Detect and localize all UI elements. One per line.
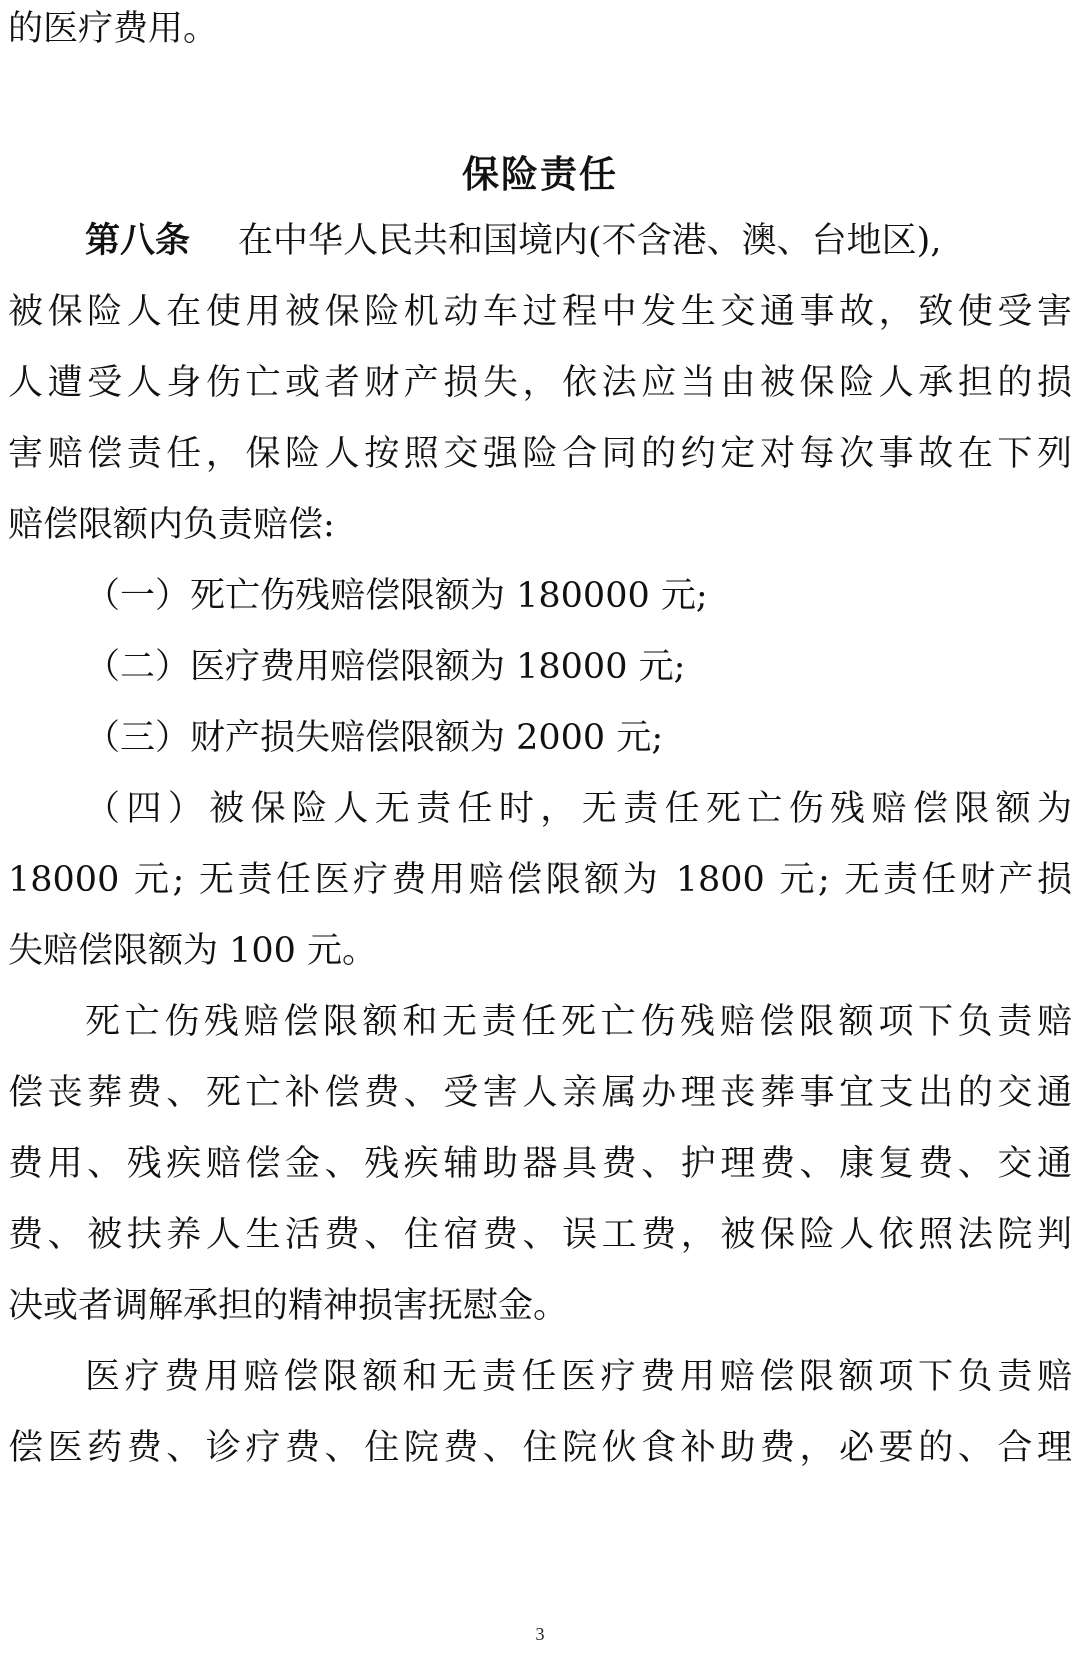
limit-item-4-first-line: （四）被保险人无责任时，无责任死亡伤残赔偿限额为 [85, 789, 1072, 829]
limit-item-4-line: 18000 元; 无责任医疗费用赔偿限额为 1800 元; 无责任财产损 [8, 860, 1072, 900]
death-paragraph-line: 偿丧葬费、死亡补偿费、受害人亲属办理丧葬事宜支出的交通 [8, 1073, 1072, 1113]
medical-paragraph-first-line: 医疗费用赔偿限额和无责任医疗费用赔偿限额项下负责赔 [85, 1357, 1072, 1397]
death-paragraph-line: 决或者调解承担的精神损害抚慰金。 [8, 1286, 569, 1326]
death-paragraph-line: 费、被扶养人生活费、住宿费、误工费，被保险人依照法院判 [8, 1215, 1072, 1255]
limit-item-2: （二）医疗费用赔偿限额为 18000 元; [85, 647, 686, 687]
death-paragraph-first-line: 死亡伤残赔偿限额和无责任死亡伤残赔偿限额项下负责赔 [85, 1002, 1072, 1042]
article-label: 第八条 [85, 221, 191, 261]
continued-text-line: 的医疗费用。 [8, 9, 219, 49]
article-line: 被保险人在使用被保险机动车过程中发生交通事故，致使受害 [8, 292, 1072, 332]
death-paragraph-line: 费用、残疾赔偿金、残疾辅助器具费、护理费、康复费、交通 [8, 1144, 1072, 1184]
article-line: 害赔偿责任，保险人按照交强险合同的约定对每次事故在下列 [8, 434, 1072, 474]
article-first-line [85, 212, 1072, 270]
medical-paragraph-line: 偿医药费、诊疗费、住院费、住院伙食补助费，必要的、合理 [8, 1428, 1072, 1468]
section-title: 保险责任 [462, 153, 618, 196]
limit-item-4-line: 失赔偿限额为 100 元。 [8, 931, 378, 971]
article-line: 人遭受人身伤亡或者财产损失，依法应当由被保险人承担的损 [8, 363, 1072, 403]
article-line: 赔偿限额内负责赔偿: [8, 505, 335, 545]
limit-item-1: （一）死亡伤残赔偿限额为 180000 元; [85, 576, 708, 616]
page-number: 3 [535, 1624, 545, 1644]
article-first-line-text: 在中华人民共和国境内(不含港、澳、台地区), [238, 221, 942, 261]
limit-item-3: （三）财产损失赔偿限额为 2000 元; [85, 718, 664, 758]
